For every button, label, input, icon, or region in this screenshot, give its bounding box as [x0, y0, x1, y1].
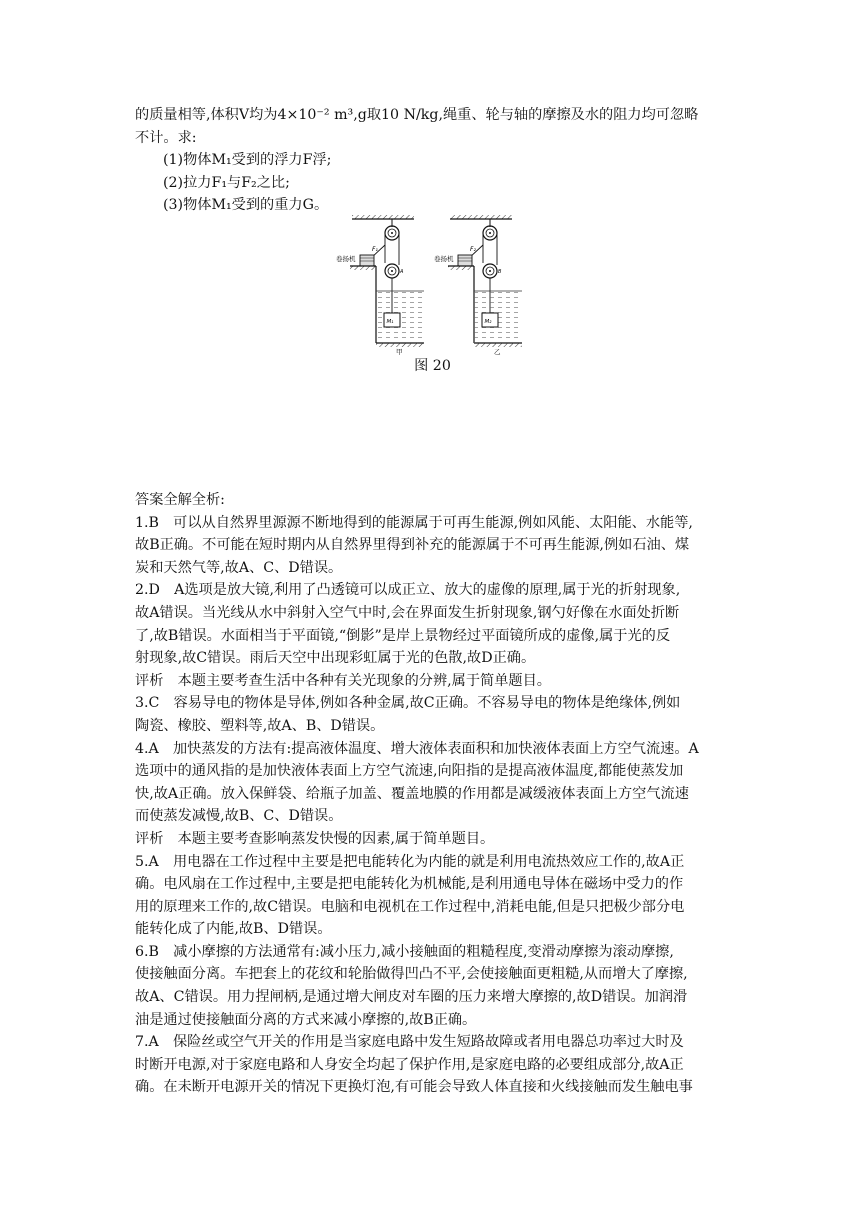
- answer-line: 炭和天然气等,故A、C、D错误。: [135, 559, 343, 576]
- right-pulley-label: B: [498, 269, 502, 275]
- left-sub-label: 甲: [396, 348, 403, 355]
- answer-line: 时断开电源,对于家庭电路和人身安全均起了保护作用,是家庭电路的必要组成部分,故A正: [135, 1056, 684, 1073]
- answer-line: 陶瓷、橡胶、塑料等,故A、B、D错误。: [135, 717, 385, 734]
- answer-line: 用的原理来工作的,故C错误。电脑和电视机在工作过程中,消耗电能,但是只把极少部分电: [135, 898, 685, 915]
- right-mass-label: M₂: [484, 319, 492, 325]
- right-winch: [458, 255, 472, 266]
- problem-line: 的质量相等,体积V均为4×10⁻² m³,g取10 N/kg,绳重、轮与轴的摩擦及水的阻力均可忽略: [135, 107, 699, 123]
- right-setup: [434, 215, 522, 355]
- answer-line: 评析 本题主要考查生活中各种有关光现象的分辨,属于简单题目。: [135, 672, 551, 689]
- left-winch-label: 卷扬机: [336, 255, 356, 263]
- left-force-label: F₁: [372, 246, 378, 253]
- answer-line: 快,故A正确。放入保鲜袋、给瓶子加盖、覆盖地膜的作用都是减缓液体表面上方空气流速: [135, 785, 689, 802]
- right-force-label: F₂: [470, 246, 476, 253]
- answers-heading: 答案全解全析:: [135, 492, 225, 508]
- answer-line: 1.B 可以从自然界里源源不断地得到的能源属于可再生能源,例如风能、太阳能、水能等,: [135, 514, 693, 531]
- answer-line: 射现象,故C错误。雨后天空中出现彩虹属于光的色散,故D正确。: [135, 650, 536, 667]
- answer-line: 使接触面分离。车把套上的花纹和轮胎做得凹凸不平,会使接触面更粗糙,从而增大了摩擦,: [135, 966, 688, 983]
- right-sub-label: 乙: [494, 348, 501, 355]
- answer-line: 评析 本题主要考查影响蒸发快慢的因素,属于简单题目。: [135, 830, 495, 847]
- answer-line: 7.A 保险丝或空气开关的作用是当家庭电路中发生短路故障或者用电器总功率过大时及: [135, 1034, 684, 1051]
- question-2: (2)拉力F₁与F₂之比;: [163, 174, 290, 191]
- problem-text: [135, 104, 735, 217]
- answer-line: 故B正确。不可能在短时期内从自然界里得到补充的能源属于不可再生能源,例如石油、煤: [135, 537, 690, 554]
- figure-20: [330, 215, 530, 355]
- answer-line: 4.A 加快蒸发的方法有:提高液体温度、增大液体表面积和加快液体表面上方空气流速。A: [135, 740, 699, 757]
- answer-lines: [135, 512, 735, 1099]
- answer-line: 油是通过使接触面分离的方式来减小摩擦的,故B正确。: [135, 1011, 477, 1028]
- answer-line: 确。在未断开电源开关的情况下更换灯泡,有可能会导致人体直接和火线接触而发生触电事: [135, 1079, 693, 1096]
- answer-line: 确。电风扇在工作过程中,主要是把电能转化为机械能,是利用通电导体在磁场中受力的作: [135, 876, 684, 893]
- left-mass-label: M₁: [386, 319, 394, 325]
- answer-line: 而使蒸发减慢,故B、C、D错误。: [135, 808, 343, 825]
- problem-line: 不计。求:: [135, 129, 197, 146]
- answer-line: 故A错误。当光线从水中斜射入空气中时,会在界面发生折射现象,钢勺好像在水面处折断: [135, 604, 680, 621]
- answer-line: 3.C 容易导电的物体是导体,例如各种金属,故C正确。不容易导电的物体是绝缘体,例如: [135, 695, 681, 712]
- answer-line: 故A、C错误。用力捏闸柄,是通过增大闸皮对车圈的压力来增大摩擦的,故D错误。加润滑: [135, 989, 688, 1006]
- question-3: (3)物体M₁受到的重力G。: [163, 197, 329, 214]
- question-1: (1)物体M₁受到的浮力F浮;: [163, 152, 332, 169]
- answer-line: 5.A 用电器在工作过程中主要是把电能转化为内能的就是利用电流热效应工作的,故A正: [135, 853, 685, 870]
- pulley-diagram: [330, 215, 530, 355]
- answers-section: [135, 489, 735, 1099]
- right-winch-label: 卷扬机: [434, 255, 454, 263]
- answer-line: 了,故B错误。水面相当于平面镜,“倒影”是岸上景物经过平面镜所成的虚像,属于光的反: [135, 627, 671, 644]
- answer-line: 6.B 减小摩擦的方法通常有:减小压力,减小接触面的粗糙程度,变滑动摩擦为滚动摩擦,: [135, 943, 674, 960]
- figure-caption: 图 20: [414, 358, 451, 374]
- left-winch: [360, 255, 374, 266]
- left-pulley-label: A: [400, 269, 404, 275]
- answer-line: 选项中的通风指的是加快液体表面上方空气流速,向阳指的是提高液体温度,都能使蒸发加: [135, 763, 684, 780]
- right-ceiling: [450, 215, 512, 219]
- answer-line: 2.D A选项是放大镜,利用了凸透镜可以成正立、放大的虚像的原理,属于光的折射现象,: [135, 582, 681, 599]
- left-ceiling: [352, 215, 414, 219]
- left-setup: [336, 215, 424, 355]
- answer-line: 能转化成了内能,故B、D错误。: [135, 921, 332, 938]
